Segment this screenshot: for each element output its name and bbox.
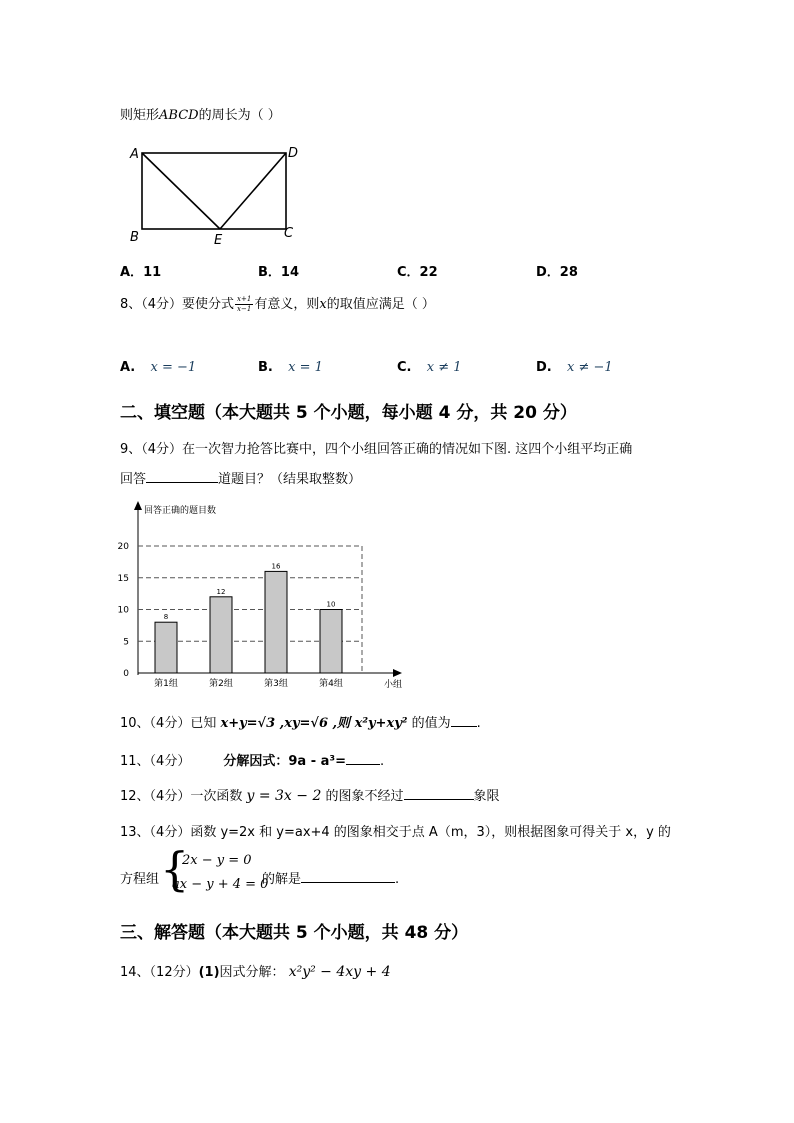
q10-answer-blank: [451, 714, 477, 727]
q13-answer-blank: [301, 870, 395, 883]
q9-line2: 回答 道题目？（结果取整数）: [120, 472, 362, 487]
q8-stem: 8、（4分）要使分式 $\frac{x+1}{x-1}$ 有意义，则x的取值应满足（ ）: [120, 295, 435, 313]
q9-answer-blank: [146, 470, 218, 483]
label-c: C: [284, 226, 294, 241]
q8-option-d: D. x ≠ −1: [536, 360, 613, 375]
q7-option-d: D．28: [536, 265, 578, 280]
q8-option-c: C. x ≠ 1: [397, 360, 462, 375]
y-tick-label-10: 10: [118, 605, 129, 616]
q7-option-c: C．22: [397, 265, 438, 280]
bar-1: [155, 622, 177, 673]
q13-eq1: 2x − y = 0: [182, 853, 252, 868]
category-label-4: 第4组: [319, 679, 343, 689]
bar-2: [210, 597, 232, 673]
bar-4: [320, 610, 342, 674]
label-d: D: [288, 146, 299, 161]
q13-line1: 13、（4分）函数 y=2x 和 y=ax+4 的图象相交于点 A（m，3），则根据图象可得关于 x，y 的: [120, 825, 671, 840]
label-b: B: [130, 230, 139, 245]
y-axis-label: 回答正确的题目数: [144, 506, 217, 516]
y-tick-label-20: 20: [118, 542, 129, 552]
q11: 11、（4分） 分解因式：9a - a³= .: [120, 754, 385, 769]
x-axis-label: 小组: [384, 680, 403, 690]
q7-option-b: B．14: [258, 265, 300, 280]
q7-stem: 则矩形ABCD的周长为（ ）: [120, 108, 281, 123]
q13-brace: {: [160, 842, 190, 896]
data-label-1: 8: [163, 613, 169, 622]
q8-option-b: B. x = 1: [258, 360, 323, 375]
category-label-2: 第2组: [209, 679, 233, 689]
q12-answer-blank: [404, 787, 474, 800]
rectangle-figure: [120, 140, 320, 250]
segment-de: [220, 153, 286, 229]
category-label-3: 第3组: [264, 679, 288, 689]
rectangle-abcd: [142, 153, 286, 229]
bar-chart: [118, 497, 418, 693]
y-axis-arrow: [134, 501, 142, 510]
segment-ae: [142, 153, 220, 229]
x-axis-arrow: [393, 669, 402, 677]
q11-answer-blank: [346, 752, 380, 765]
q7-option-a: A．11: [120, 265, 162, 280]
data-label-2: 12: [216, 587, 226, 596]
y-tick-label-0: 0: [123, 669, 129, 679]
q9-line1: 9、（4分）在一次智力抢答比赛中，四个小组回答正确的情况如下图. 这四个小组平均正确: [120, 442, 633, 457]
data-label-4: 10: [326, 600, 336, 609]
q12: 12、（4分）一次函数 y = 3x − 2 的图象不经过 象限: [120, 788, 500, 804]
q8-option-a: A. x = −1: [120, 360, 197, 375]
q8-fraction: $\frac{x+1}{x-1}$: [237, 295, 252, 313]
q13-system-label: 方程组: [120, 872, 160, 887]
section-3-heading: 三、解答题（本大题共 5 个小题，共 48 分）: [120, 923, 469, 943]
data-label-3: 16: [271, 562, 281, 571]
q10: 10、（4分）已知 x+y=√3 ,xy=√6 ,则 x²y+xy² 的值为 .: [120, 716, 481, 731]
q13-eq2: ax − y + 4 = 0: [172, 877, 269, 892]
q13-line2-tail: 的解是 .: [262, 872, 400, 887]
y-tick-label-5: 5: [123, 637, 129, 648]
label-e: E: [214, 233, 223, 248]
label-a: A: [130, 147, 139, 162]
bar-3: [265, 571, 287, 673]
category-label-1: 第1组: [154, 679, 178, 689]
section-2-heading: 二、填空题（本大题共 5 个小题，每小题 4 分，共 20 分）: [120, 403, 577, 423]
y-tick-label-15: 15: [118, 573, 129, 584]
q14: 14、（12分）(1)因式分解： x²y² − 4xy + 4: [120, 964, 391, 980]
